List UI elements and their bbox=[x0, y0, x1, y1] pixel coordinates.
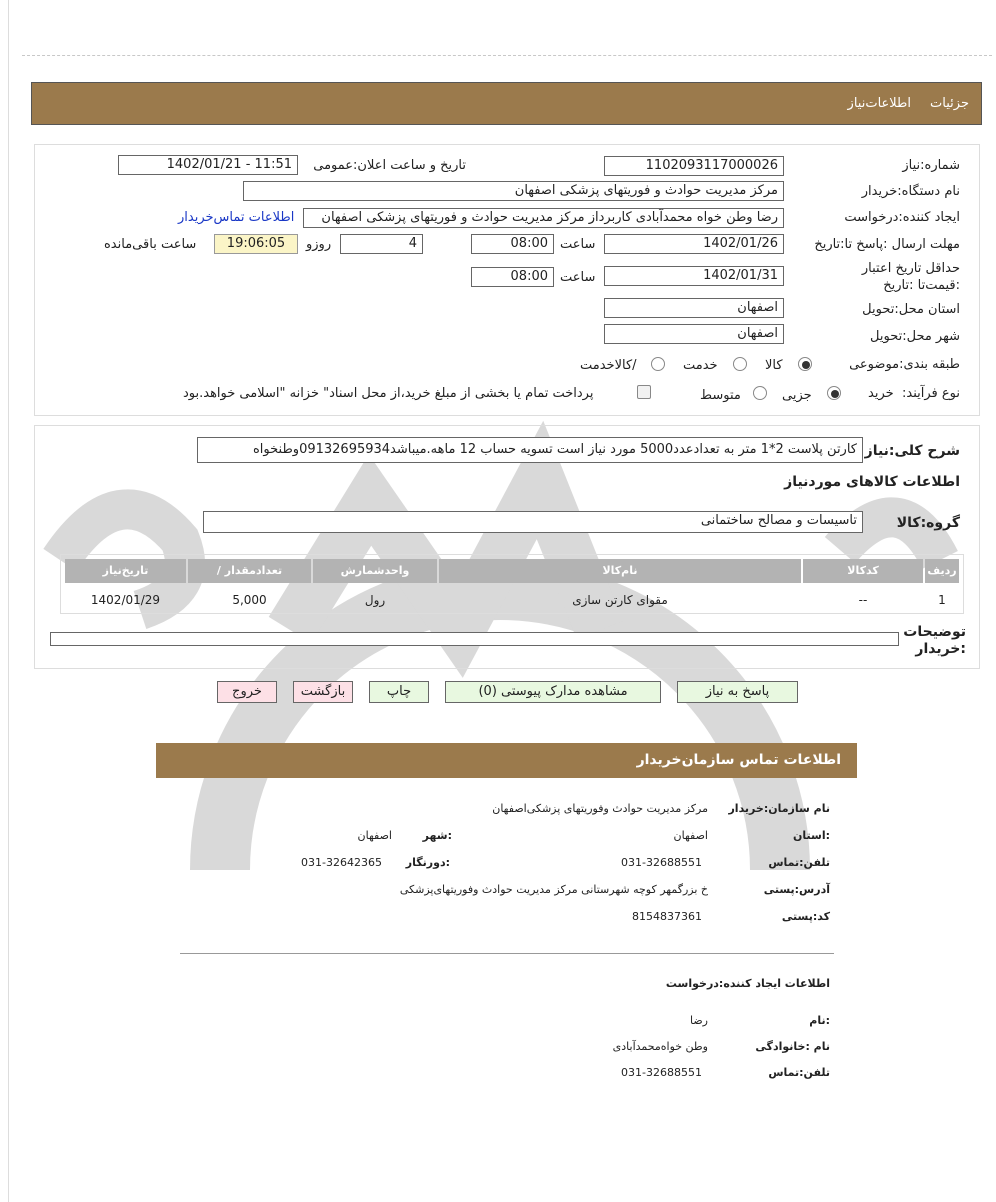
days-field: 4 bbox=[340, 234, 423, 254]
general-description-label: شرح کلی:نیاز bbox=[864, 443, 960, 459]
days-label: روزو bbox=[306, 237, 332, 252]
view-attachments-button[interactable]: مشاهده مدارک پیوستی (0) bbox=[445, 681, 661, 703]
contact-org-label: نام سازمان:خریدار bbox=[728, 802, 830, 815]
contact-address-value: خ بزرگمهر کوچه شهرستانی مرکز مدیریت حوادث وفوریتهای‌پزشکی bbox=[399, 883, 708, 896]
buyer-org-field: مرکز مدیریت حوادث و فوریتهای پزشکی اصفهان bbox=[243, 181, 784, 201]
contact-phone-label: تلفن:تماس bbox=[768, 856, 830, 869]
need-number-field: 1102093117000026 bbox=[604, 156, 784, 176]
goods-code-cell: -- bbox=[858, 593, 868, 607]
buyer-notes-field bbox=[50, 632, 899, 646]
creator-info-title: اطلاعات ایجاد کننده:درخواست bbox=[665, 977, 830, 990]
contact-city-value: اصفهان bbox=[357, 829, 392, 842]
print-button[interactable]: چاپ bbox=[369, 681, 429, 703]
creator-family-label: نام :خانوادگی bbox=[755, 1040, 830, 1053]
reply-to-need-button[interactable]: پاسخ به نیاز bbox=[677, 681, 798, 703]
table-row bbox=[65, 587, 959, 613]
buyer-org-label: نام دستگاه:خریدار bbox=[861, 184, 960, 199]
contact-postal-value: 8154837361 bbox=[632, 910, 702, 923]
creator-phone-label: تلفن:تماس bbox=[768, 1066, 830, 1079]
contact-province-label: :استان bbox=[793, 829, 830, 842]
process-partial-label: جزیی bbox=[782, 388, 812, 403]
treasury-payment-note: پرداخت تمام یا بخشی از مبلغ خرید،از محل اسناد" خزانه "اسلامی خواهد.بود bbox=[183, 386, 594, 401]
announce-label: تاریخ و ساعت اعلان:عمومی bbox=[313, 158, 466, 173]
process-buy-label: خرید bbox=[868, 386, 894, 401]
category-label: طبقه بندی:موضوعی bbox=[849, 357, 960, 372]
col-name-header: نام‌کالا bbox=[439, 559, 801, 583]
goods-group-field: تاسیسات و مصالح ساختمانی bbox=[203, 511, 863, 533]
contact-phone-value: 031-32688551 bbox=[621, 856, 702, 869]
remaining-time-field: 19:06:05 bbox=[214, 234, 298, 254]
province-field: اصفهان bbox=[604, 298, 784, 318]
general-description-field: کارتن پلاست 2*1 متر به تعدادعدد5000 مورد نیاز است تسویه حساب 12 ماهه.میباشد09132695934وطنخواه bbox=[197, 437, 863, 463]
need-number-label: شماره:نیاز bbox=[902, 158, 960, 173]
validity-time-field: 08:00 bbox=[471, 267, 554, 287]
category-service-label: خدمت bbox=[683, 358, 718, 373]
creator-field: رضا وطن خواه محمدآبادی کاربرداز مرکز مدیریت حوادث و فوریتهای پزشکی اصفهان bbox=[303, 208, 784, 228]
creator-name-value: رضا bbox=[689, 1014, 708, 1027]
process-medium-label: متوسط bbox=[700, 388, 741, 403]
col-date-header: تاریخ‌نیاز bbox=[65, 559, 186, 583]
deadline-date-field: 1402/01/26 bbox=[604, 234, 784, 254]
creator-name-label: :نام bbox=[809, 1014, 830, 1027]
category-goods-radio[interactable] bbox=[798, 357, 812, 371]
buyer-contact-link[interactable]: اطلاعات تماس‌خریدار bbox=[178, 210, 295, 225]
contact-header-title: اطلاعات تماس سازمان‌خریدار bbox=[636, 752, 841, 768]
contact-header-bar bbox=[156, 743, 857, 778]
unit-cell: رول bbox=[364, 593, 386, 607]
contact-address-label: آدرس:پستی bbox=[763, 883, 830, 896]
contact-fax-label: :دورنگار bbox=[405, 856, 450, 869]
goods-name-cell: مقوای کارتن سازی bbox=[572, 593, 668, 607]
contact-postal-label: کد:پستی bbox=[781, 910, 830, 923]
process-medium-radio[interactable] bbox=[753, 386, 767, 400]
treasury-payment-checkbox[interactable] bbox=[637, 385, 651, 399]
buyer-notes-label: توضیحات :خریدار bbox=[903, 624, 966, 657]
details-header-bar bbox=[31, 82, 982, 125]
announce-date-field: 1402/01/21 - 11:51 bbox=[118, 155, 298, 175]
creator-label: ایجاد کننده:درخواست bbox=[844, 210, 960, 225]
col-row-header: ردیف bbox=[925, 559, 959, 583]
tab-need-info[interactable]: اطلاعات‌نیاز bbox=[847, 96, 911, 111]
required-goods-title: اطلاعات کالاهای موردنیاز bbox=[784, 474, 960, 490]
category-goods-label: کالا bbox=[765, 358, 783, 373]
col-code-header: کدکالا bbox=[803, 559, 923, 583]
tab-details[interactable]: جزئیات bbox=[930, 96, 969, 111]
contact-divider bbox=[180, 953, 834, 954]
province-label: استان محل:تحویل bbox=[862, 302, 960, 317]
validity-label: حداقل تاریخ اعتبار :قیمت‌تا :تاریخ bbox=[861, 261, 960, 293]
validity-time-label: ساعت bbox=[560, 270, 596, 285]
process-partial-radio[interactable] bbox=[827, 386, 841, 400]
city-field: اصفهان bbox=[604, 324, 784, 344]
top-dotted-divider bbox=[22, 55, 992, 56]
category-goods-service-radio[interactable] bbox=[651, 357, 665, 371]
city-label: شهر محل:تحویل bbox=[870, 329, 960, 344]
row-number-cell: 1 bbox=[938, 593, 946, 607]
process-label: نوع فرآیند: bbox=[902, 386, 960, 401]
col-unit-header: واحدشمارش bbox=[313, 559, 437, 583]
deadline-time-label: ساعت bbox=[560, 237, 596, 252]
need-date-cell: 1402/01/29 bbox=[90, 593, 161, 607]
contact-fax-value: 031-32642365 bbox=[301, 856, 382, 869]
back-button[interactable]: بازگشت bbox=[293, 681, 353, 703]
contact-city-label: :شهر bbox=[422, 829, 452, 842]
deadline-time-field: 08:00 bbox=[471, 234, 554, 254]
exit-button[interactable]: خروج bbox=[217, 681, 277, 703]
quantity-cell: 5,000 bbox=[232, 593, 267, 607]
deadline-label: مهلت ارسال :پاسخ تا:تاریخ bbox=[814, 237, 960, 252]
creator-family-value: وطن خواه‌محمدآبادی bbox=[612, 1040, 708, 1053]
goods-group-label: گروه:کالا bbox=[896, 515, 960, 531]
creator-phone-value: 031-32688551 bbox=[621, 1066, 702, 1079]
contact-province-value: اصفهان bbox=[673, 829, 708, 842]
col-qty-header: / تعدادمقدار bbox=[188, 559, 311, 583]
category-service-radio[interactable] bbox=[733, 357, 747, 371]
left-border-line bbox=[8, 0, 9, 1202]
remaining-label: ساعت باقی‌مانده bbox=[104, 237, 197, 252]
validity-date-field: 1402/01/31 bbox=[604, 266, 784, 286]
goods-table bbox=[60, 554, 964, 614]
category-goods-service-label: /کالاخدمت bbox=[580, 358, 637, 373]
contact-org-value: مرکز مدیریت حوادث وفوریتهای پزشکی‌اصفهان bbox=[492, 802, 708, 815]
